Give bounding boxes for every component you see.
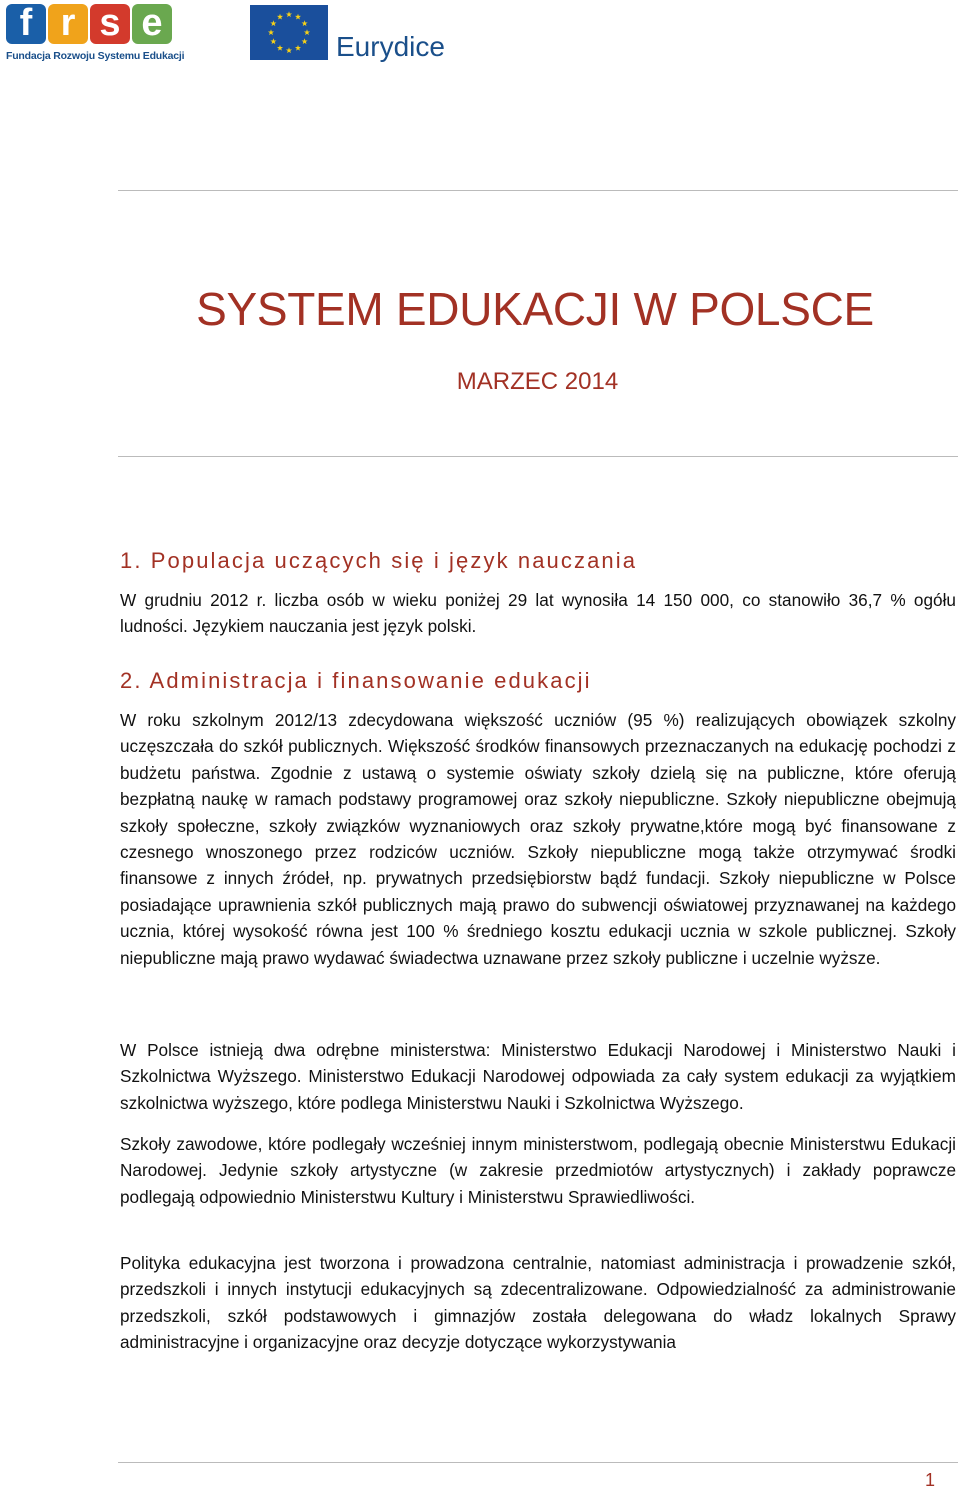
section-2-paragraph-3: Szkoły zawodowe, które podlegały wcześniej innym ministerstwom, podlegają obecnie Ministerstwu Edukacji Narodowej. Jedynie szkoły artystyczne (w zakresie przedmiotów artystycznych) i zakłady poprawcze podlegają odpowiednio Ministerstwu Kultury i Ministerstwu Sprawiedliwości. — [120, 1134, 956, 1207]
section-1-heading: 1. Populacja uczących się i język nauczania — [120, 548, 638, 573]
section-2-paragraph-2: W Polsce istnieją dwa odrębne ministerstwa: Ministerstwo Edukacji Narodowej i Ministerstwo Nauki i Szkolnictwa Wyższego. Ministerstwo Edukacji Narodowej odpowiada za cały system edukacji za wyjątkiem szkolnictwa wyższego, które podlega Ministerstwu Nauki i Szkolnictwa Wyższego. — [120, 1040, 956, 1113]
page-number: 1 — [925, 1470, 936, 1490]
eurydice-logo — [250, 5, 450, 65]
section-2-paragraph-4: Polityka edukacyjna jest tworzona i prowadzona centralnie, natomiast administracja i prowadzenie szkół, przedszkoli i innych instytucji edukacyjnych są zdecentralizowane. Odpowiedzialność za administrowanie przedszkoli, szkół podstawowych i gimnazjów została delegowana do władz lokalnych Sprawy administracyjne i organizacyjne oraz decyzje dotyczące wykorzystywania — [120, 1253, 956, 1353]
frse-letter-s: s — [90, 4, 130, 44]
header-divider — [118, 190, 958, 191]
title-divider — [118, 456, 958, 457]
frse-letter-f: f — [6, 4, 46, 44]
frse-letter-r: r — [48, 4, 88, 44]
eu-flag-icon — [250, 5, 328, 60]
frse-letter-e: e — [132, 4, 172, 44]
frse-logo — [6, 2, 185, 64]
section-2-paragraph-1: W roku szkolnym 2012/13 zdecydowana większość uczniów (95 %) realizujących obowiązek szkolny uczęszczała do szkół publicznych. Większość środków finansowych przeznaczanych na edukację pochodzi z budżetu państwa. Zgodnie z ustawą o systemie oświaty szkoły dzielą się na publiczne, które oferują bezpłatną naukę w ramach podstawy programowej oraz szkoły niepubliczne. Szkoły niepubliczne obejmują szkoły społeczne, szkoły związków wyznaniowych oraz szkoły prywatne,które mogą być finansowane z czesnego wnoszonego przez rodziców uczniów. Szkoły niepubliczne mogą także otrzymywać środki finansowe z innych źródeł, np. prywatnych przedsiębiorstw bądź fundacji. Szkoły niepubliczne w Polsce posiadające uprawnienia szkół publicznych mają prawo do subwencji oświatowej przyznawanej na każdego ucznia, której wysokość równa jest 100 % średniego kosztu edukacji ucznia w szkole publicznej. Szkoły niepubliczne mają prawo wydawać świadectwa uznawane przez szkoły publiczne i uczelnie wyższe. — [120, 710, 956, 968]
frse-logo-letters — [6, 4, 176, 44]
page-subtitle: MARZEC 2014 — [456, 368, 619, 395]
footer-divider — [118, 1462, 958, 1463]
eurydice-logo-text: Eurydice — [336, 31, 445, 62]
frse-logo-caption: Fundacja Rozwoju Systemu Edukacji — [6, 50, 185, 62]
section-1-paragraph-1: W grudniu 2012 r. liczba osób w wieku poniżej 29 lat wynosiła 14 150 000, co stanowiło 36,7 % ogółu ludności. Językiem nauczania jest język polski. — [120, 590, 956, 637]
page-title: SYSTEM EDUKACJI W POLSCE — [196, 283, 874, 335]
section-2-heading: 2. Administracja i finansowanie edukacji — [120, 668, 592, 693]
